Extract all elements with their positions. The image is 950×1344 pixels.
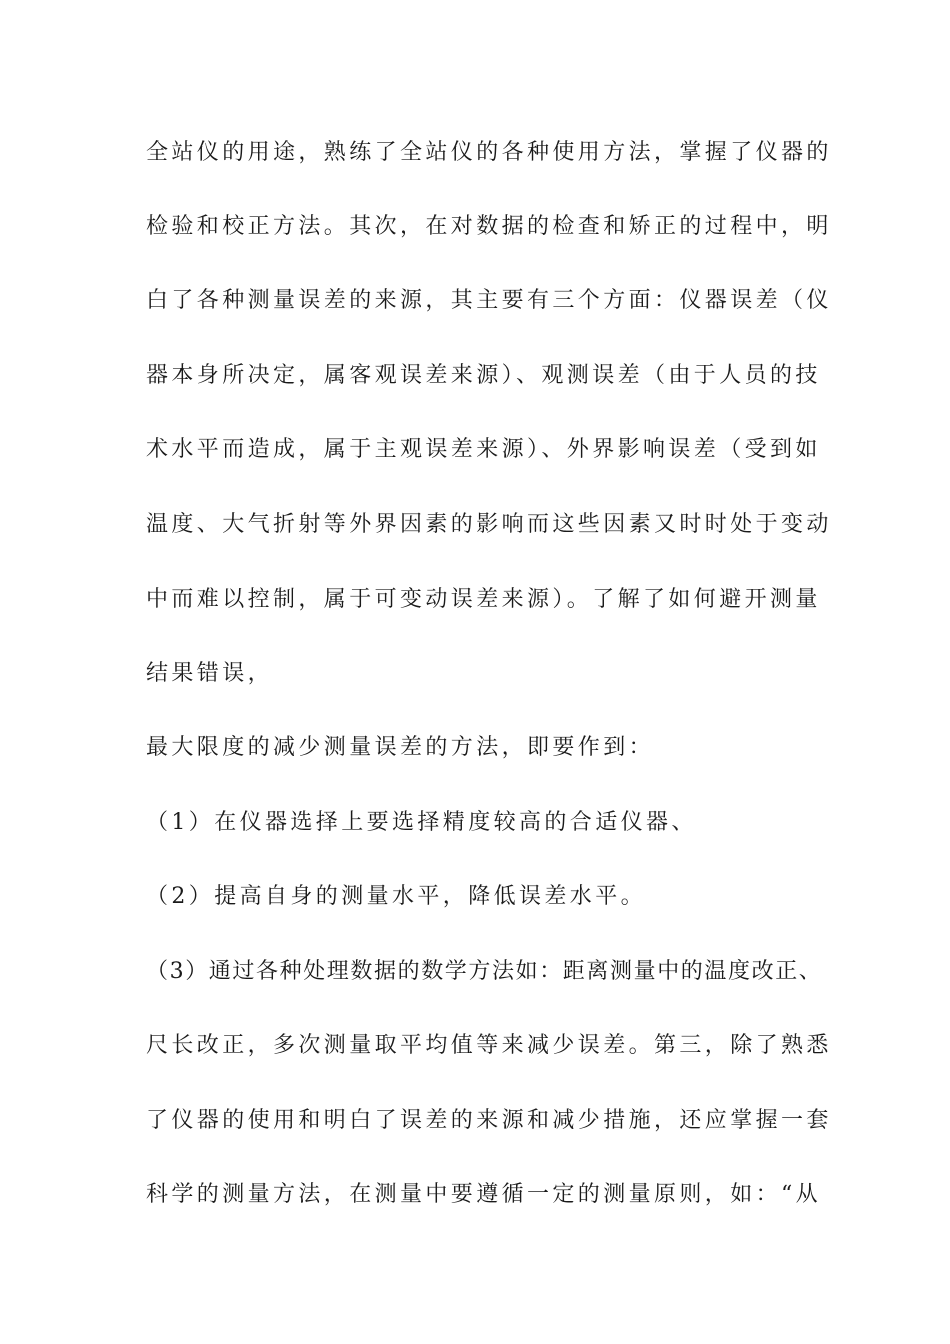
paragraph-line: 温度、大气折射等外界因素的影响而这些因素又时时处于变动 bbox=[146, 512, 832, 537]
paragraph-line: 术水平而造成，属于主观误差来源）、外界影响误差（受到如 bbox=[146, 437, 821, 462]
paragraph-line: 结果错误， bbox=[146, 661, 274, 686]
paragraph-line: 最大限度的减少测量误差的方法，即要作到： bbox=[146, 735, 655, 760]
paragraph-line: 中而难以控制，属于可变动误差来源）。了解了如何避开测量 bbox=[146, 587, 821, 612]
paragraph-line: 白了各种测量误差的来源，其主要有三个方面：仪器误差（仪 bbox=[146, 288, 832, 313]
paragraph-line: 科学的测量方法，在测量中要遵循一定的测量原则，如：“从 bbox=[146, 1182, 822, 1207]
paragraph-line: 器本身所决定，属客观误差来源）、观测误差（由于人员的技 bbox=[146, 363, 821, 388]
list-item-1: （1）在仪器选择上要选择精度较高的合适仪器、 bbox=[146, 810, 697, 835]
list-item-3: （3）通过各种处理数据的数学方法如：距离测量中的温度改正、 bbox=[146, 959, 823, 984]
paragraph-line: 了仪器的使用和明白了误差的来源和减少措施，还应掌握一套 bbox=[146, 1108, 832, 1133]
list-item-2: （2）提高自身的测量水平，降低误差水平。 bbox=[146, 884, 646, 909]
paragraph-line: 全站仪的用途，熟练了全站仪的各种使用方法，掌握了仪器的 bbox=[146, 140, 832, 165]
paragraph-line: 检验和校正方法。其次，在对数据的检查和矫正的过程中，明 bbox=[146, 214, 832, 239]
paragraph-line: 尺长改正，多次测量取平均值等来减少误差。第三，除了熟悉 bbox=[146, 1033, 832, 1058]
